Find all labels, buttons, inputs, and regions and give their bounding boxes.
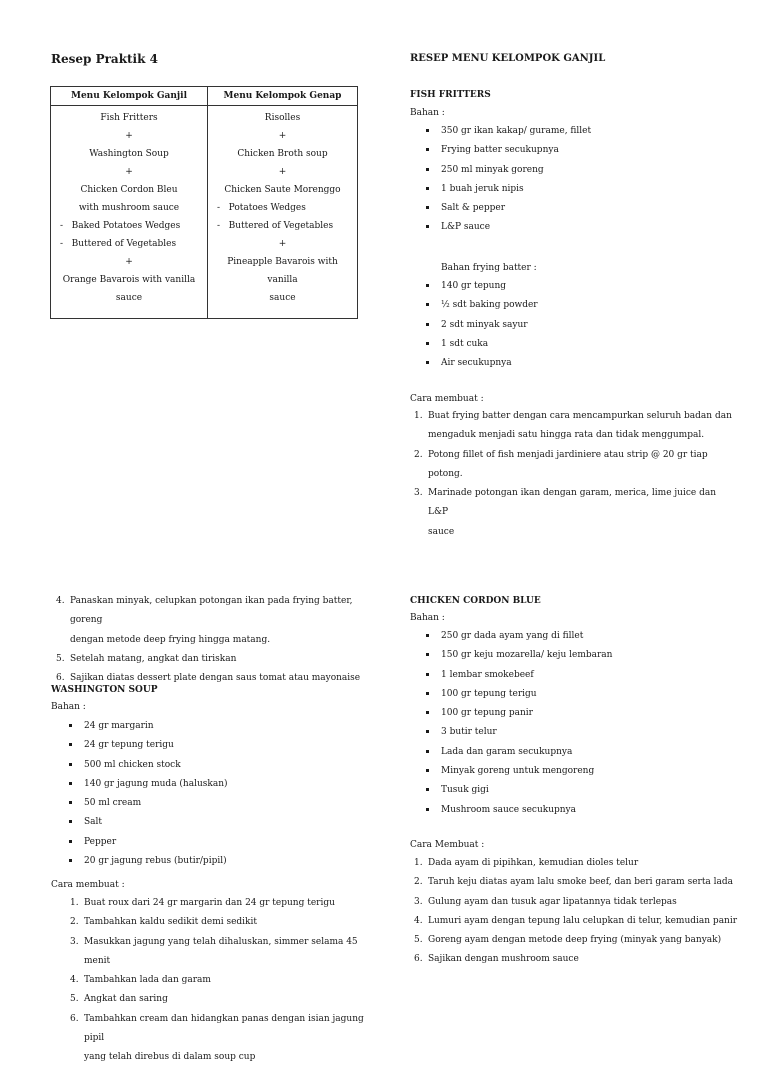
washington-ingredients	[84, 717, 228, 871]
square-bullet-icon	[426, 808, 429, 811]
bahan-label: Bahan :	[410, 108, 445, 118]
list-item-text: 24 gr margarin	[84, 721, 154, 731]
step-item	[70, 933, 384, 972]
list-item	[441, 180, 591, 199]
step-number: 1.	[414, 411, 423, 421]
step-number: 3.	[414, 896, 423, 907]
list-item	[441, 296, 538, 315]
square-bullet-icon	[69, 801, 72, 804]
list-item-text: 140 gr tepung	[441, 281, 507, 291]
step-number: 4.	[70, 975, 79, 986]
recipe-title-cordon: CHICKEN CORDON BLUE	[410, 596, 541, 606]
list-item-text: ½ sdt baking powder	[441, 300, 538, 311]
square-bullet-icon	[426, 730, 429, 733]
cara-label: Cara membuat :	[410, 394, 484, 404]
square-bullet-icon	[69, 763, 72, 766]
square-bullet-icon	[69, 859, 72, 862]
step-item	[414, 484, 738, 542]
step-item	[414, 873, 748, 892]
step-number: 2.	[70, 917, 79, 928]
step-number: 1.	[414, 858, 423, 868]
step-text: Potong fillet of fish menjadi jardiniere atau strip @ 20 gr tiap potong.	[428, 449, 708, 479]
step-item	[70, 990, 384, 1009]
step-number: 2.	[414, 449, 423, 460]
list-item-text: 100 gr tepung terigu	[441, 688, 537, 699]
list-item-text: 150 gr keju mozarella/ keju lembaran	[441, 650, 613, 661]
list-item	[441, 646, 612, 665]
step-item	[414, 912, 748, 931]
step-number: 3.	[70, 936, 79, 947]
list-item	[441, 199, 591, 218]
list-item-text: Pepper	[84, 836, 117, 847]
square-bullet-icon	[426, 129, 429, 132]
square-bullet-icon	[426, 323, 429, 326]
menu-side-item: - Baked Potatoes Wedges	[60, 221, 181, 231]
menu-item: Chicken Broth soup	[237, 149, 328, 159]
square-bullet-icon	[426, 342, 429, 345]
menu-item: sauce	[115, 293, 143, 303]
cordon-ingredients	[441, 627, 612, 820]
list-item-text: 1 buah jeruk nipis	[441, 183, 524, 194]
square-bullet-icon	[426, 225, 429, 228]
list-item	[441, 141, 591, 160]
page-title: Resep Praktik 4	[51, 52, 158, 66]
step-text: Lumuri ayam dengan tepung lalu celupkan di telur, kemudian panir	[428, 915, 738, 926]
menu-side-item: - Buttered of Vegetables	[217, 221, 334, 231]
list-item-text: Minyak goreng untuk mengoreng	[441, 766, 595, 777]
square-bullet-icon	[426, 187, 429, 190]
fish-ingredients	[441, 122, 591, 238]
list-item	[84, 775, 228, 794]
step-item	[414, 931, 748, 950]
list-item	[441, 781, 612, 800]
square-bullet-icon	[69, 743, 72, 746]
list-item	[441, 723, 612, 742]
list-item-text: 1 sdt cuka	[441, 338, 489, 349]
step-text: Gulung ayam dan tusuk agar lipatannya tidak terlepas	[428, 896, 677, 907]
step-item	[414, 950, 748, 969]
menu-item: Risolles	[264, 113, 301, 123]
list-item-text: 250 gr dada ayam yang di fillet	[441, 631, 584, 641]
list-item	[84, 794, 228, 813]
step-text: Buat frying batter dengan cara mencampurkan seluruh badan dan	[428, 411, 732, 421]
step-item	[414, 407, 738, 446]
step-number: 1.	[70, 898, 79, 908]
step-number: 5.	[56, 653, 65, 664]
step-item	[414, 854, 748, 873]
list-item	[441, 122, 591, 141]
list-item	[84, 756, 228, 775]
list-item-text: 250 ml minyak goreng	[441, 164, 544, 175]
step-number: 5.	[70, 994, 79, 1005]
section-title: RESEP MENU KELOMPOK GANJIL	[410, 53, 606, 64]
list-item	[441, 743, 612, 762]
step-number: 6.	[56, 673, 65, 684]
square-bullet-icon	[426, 769, 429, 772]
list-item-text: 3 butir telur	[441, 727, 497, 738]
step-item	[70, 971, 384, 990]
menu-plus: +	[125, 167, 133, 177]
list-item	[441, 218, 591, 237]
step-number: 2.	[414, 877, 423, 888]
step-item	[414, 446, 738, 485]
square-bullet-icon	[426, 148, 429, 151]
square-bullet-icon	[426, 303, 429, 306]
menu-item: Fish Fritters	[100, 113, 158, 123]
batter-label: Bahan frying batter :	[441, 263, 537, 273]
step-number: 4.	[414, 915, 423, 926]
bahan-label: Bahan :	[51, 702, 86, 712]
menu-item: Chicken Cordon Bleu	[80, 185, 178, 195]
step-item	[70, 1010, 384, 1068]
list-item	[84, 813, 228, 832]
list-item-text: Lada dan garam secukupnya	[441, 746, 573, 757]
menu-plus: +	[125, 257, 133, 267]
step-text: Masukkan jagung yang telah dihaluskan, simmer selama 45 menit	[84, 936, 358, 966]
square-bullet-icon	[426, 206, 429, 209]
step-number: 3.	[414, 488, 423, 499]
list-item	[441, 685, 612, 704]
list-item	[441, 277, 538, 296]
table-cell-genap	[208, 106, 358, 319]
step-text: Buat roux dari 24 gr margarin dan 24 gr tepung terigu	[84, 898, 335, 908]
square-bullet-icon	[426, 673, 429, 676]
list-item-text: 20 gr jagung rebus (butir/pipil)	[84, 856, 227, 867]
menu-item: with mushroom sauce	[78, 203, 180, 213]
bahan-label: Bahan :	[410, 613, 445, 623]
menu-plus: +	[278, 167, 287, 177]
menu-table-wrapper	[50, 86, 358, 319]
batter-ingredients	[441, 277, 538, 373]
step-text: Angkat dan saring	[84, 994, 168, 1005]
square-bullet-icon	[69, 820, 72, 823]
square-bullet-icon	[69, 724, 72, 727]
step-text: dengan metode deep frying hingga matang.	[70, 634, 271, 645]
list-item-text: 140 gr jagung muda (haluskan)	[84, 778, 228, 789]
list-item-text: 24 gr tepung terigu	[84, 740, 174, 751]
list-item	[441, 316, 538, 335]
step-text: Sajikan dengan mushroom sauce	[428, 954, 579, 965]
table-header-genap: Menu Kelompok Genap	[208, 87, 358, 106]
table-cell-ganjil	[51, 106, 208, 319]
square-bullet-icon	[426, 750, 429, 753]
list-item-text: Salt	[84, 817, 103, 828]
cordon-steps	[414, 854, 748, 970]
list-item	[441, 335, 538, 354]
square-bullet-icon	[426, 692, 429, 695]
menu-item: Pineapple Bavarois with vanilla	[227, 257, 338, 285]
list-item-text: Air secukupnya	[441, 358, 512, 369]
step-text: Tambahkan cream dan hidangkan panas dengan isian jagung pipil	[84, 1013, 364, 1044]
list-item	[84, 833, 228, 852]
fish-steps	[414, 407, 738, 542]
step-text: mengaduk menjadi satu hingga rata dan tidak menggumpal.	[428, 430, 705, 441]
list-item	[441, 762, 612, 781]
step-text: Panaskan minyak, celupkan potongan ikan pada frying batter, goreng	[70, 596, 353, 626]
step-item	[70, 913, 384, 932]
step-text: sauce	[428, 526, 455, 537]
square-bullet-icon	[426, 168, 429, 171]
square-bullet-icon	[426, 284, 429, 287]
step-number: 5.	[414, 935, 423, 946]
step-text: Taruh keju diatas ayam lalu smoke beef, dan beri garam serta lada	[428, 877, 734, 888]
square-bullet-icon	[69, 782, 72, 785]
step-text: Tambahkan lada dan garam	[84, 975, 211, 986]
menu-item: Orange Bavarois with vanilla	[62, 275, 196, 285]
list-item	[441, 801, 612, 820]
list-item-text: 350 gr ikan kakap/ gurame, fillet	[441, 126, 592, 136]
square-bullet-icon	[426, 711, 429, 714]
menu-plus: +	[278, 239, 287, 249]
menu-table	[50, 86, 358, 319]
step-text: Tambahkan kaldu sedikit demi sedikit	[84, 917, 258, 928]
step-item	[414, 893, 748, 912]
list-item-text: 50 ml cream	[84, 798, 142, 809]
list-item-text: 1 lembar smokebeef	[441, 669, 534, 680]
list-item-text: Salt & pepper	[441, 203, 505, 214]
step-text: Setelah matang, angkat dan tiriskan	[70, 653, 237, 664]
cara-label: Cara membuat :	[51, 880, 125, 890]
square-bullet-icon	[426, 788, 429, 791]
step-item	[56, 592, 380, 650]
step-number: 4.	[56, 596, 65, 606]
menu-plus: +	[125, 131, 133, 141]
list-item-text: 500 ml chicken stock	[84, 759, 181, 770]
step-text: Marinade potongan ikan dengan garam, merica, lime juice dan L&P	[428, 488, 717, 518]
step-item	[70, 894, 384, 913]
recipe-title-washington: WASHINGTON SOUP	[51, 685, 158, 695]
step-number: 6.	[70, 1013, 79, 1024]
list-item-text: 100 gr tepung panir	[441, 708, 533, 719]
list-item	[84, 717, 228, 736]
menu-item: sauce	[269, 293, 296, 303]
list-item	[84, 736, 228, 755]
step-item	[56, 650, 380, 669]
list-item	[441, 704, 612, 723]
recipe-title-fish: FISH FRITTERS	[410, 90, 491, 100]
menu-item: Washington Soup	[89, 149, 169, 159]
list-item-text: Tusuk gigi	[441, 785, 489, 796]
menu-item: Chicken Saute Morenggo	[224, 185, 341, 195]
list-item-text: 2 sdt minyak sayur	[441, 319, 528, 330]
step-text: Sajikan diatas dessert plate dengan saus tomat atau mayonaise	[70, 673, 361, 684]
square-bullet-icon	[426, 361, 429, 364]
list-item-text: L&P sauce	[441, 222, 491, 233]
list-item	[441, 161, 591, 180]
step-text: Dada ayam di pipihkan, kemudian dioles telur	[428, 858, 639, 868]
fish-steps-continued	[56, 592, 380, 688]
step-text: yang telah direbus di dalam soup cup	[84, 1052, 256, 1063]
list-item	[84, 852, 228, 871]
washington-steps	[70, 894, 384, 1068]
cara-label: Cara Membuat :	[410, 840, 485, 850]
table-header-ganjil: Menu Kelompok Ganjil	[51, 87, 208, 106]
list-item-text: Mushroom sauce secukupnya	[441, 804, 577, 815]
menu-plus: +	[278, 131, 287, 141]
square-bullet-icon	[426, 653, 429, 656]
menu-side-item: - Buttered of Vegetables	[60, 239, 177, 249]
square-bullet-icon	[69, 840, 72, 843]
step-number: 6.	[414, 954, 423, 965]
list-item	[441, 666, 612, 685]
menu-side-item: - Potatoes Wedges	[217, 203, 306, 213]
list-item-text: Frying batter secukupnya	[441, 145, 559, 156]
step-text: Goreng ayam dengan metode deep frying (minyak yang banyak)	[428, 935, 722, 946]
square-bullet-icon	[426, 634, 429, 637]
list-item	[441, 627, 612, 646]
list-item	[441, 354, 538, 373]
